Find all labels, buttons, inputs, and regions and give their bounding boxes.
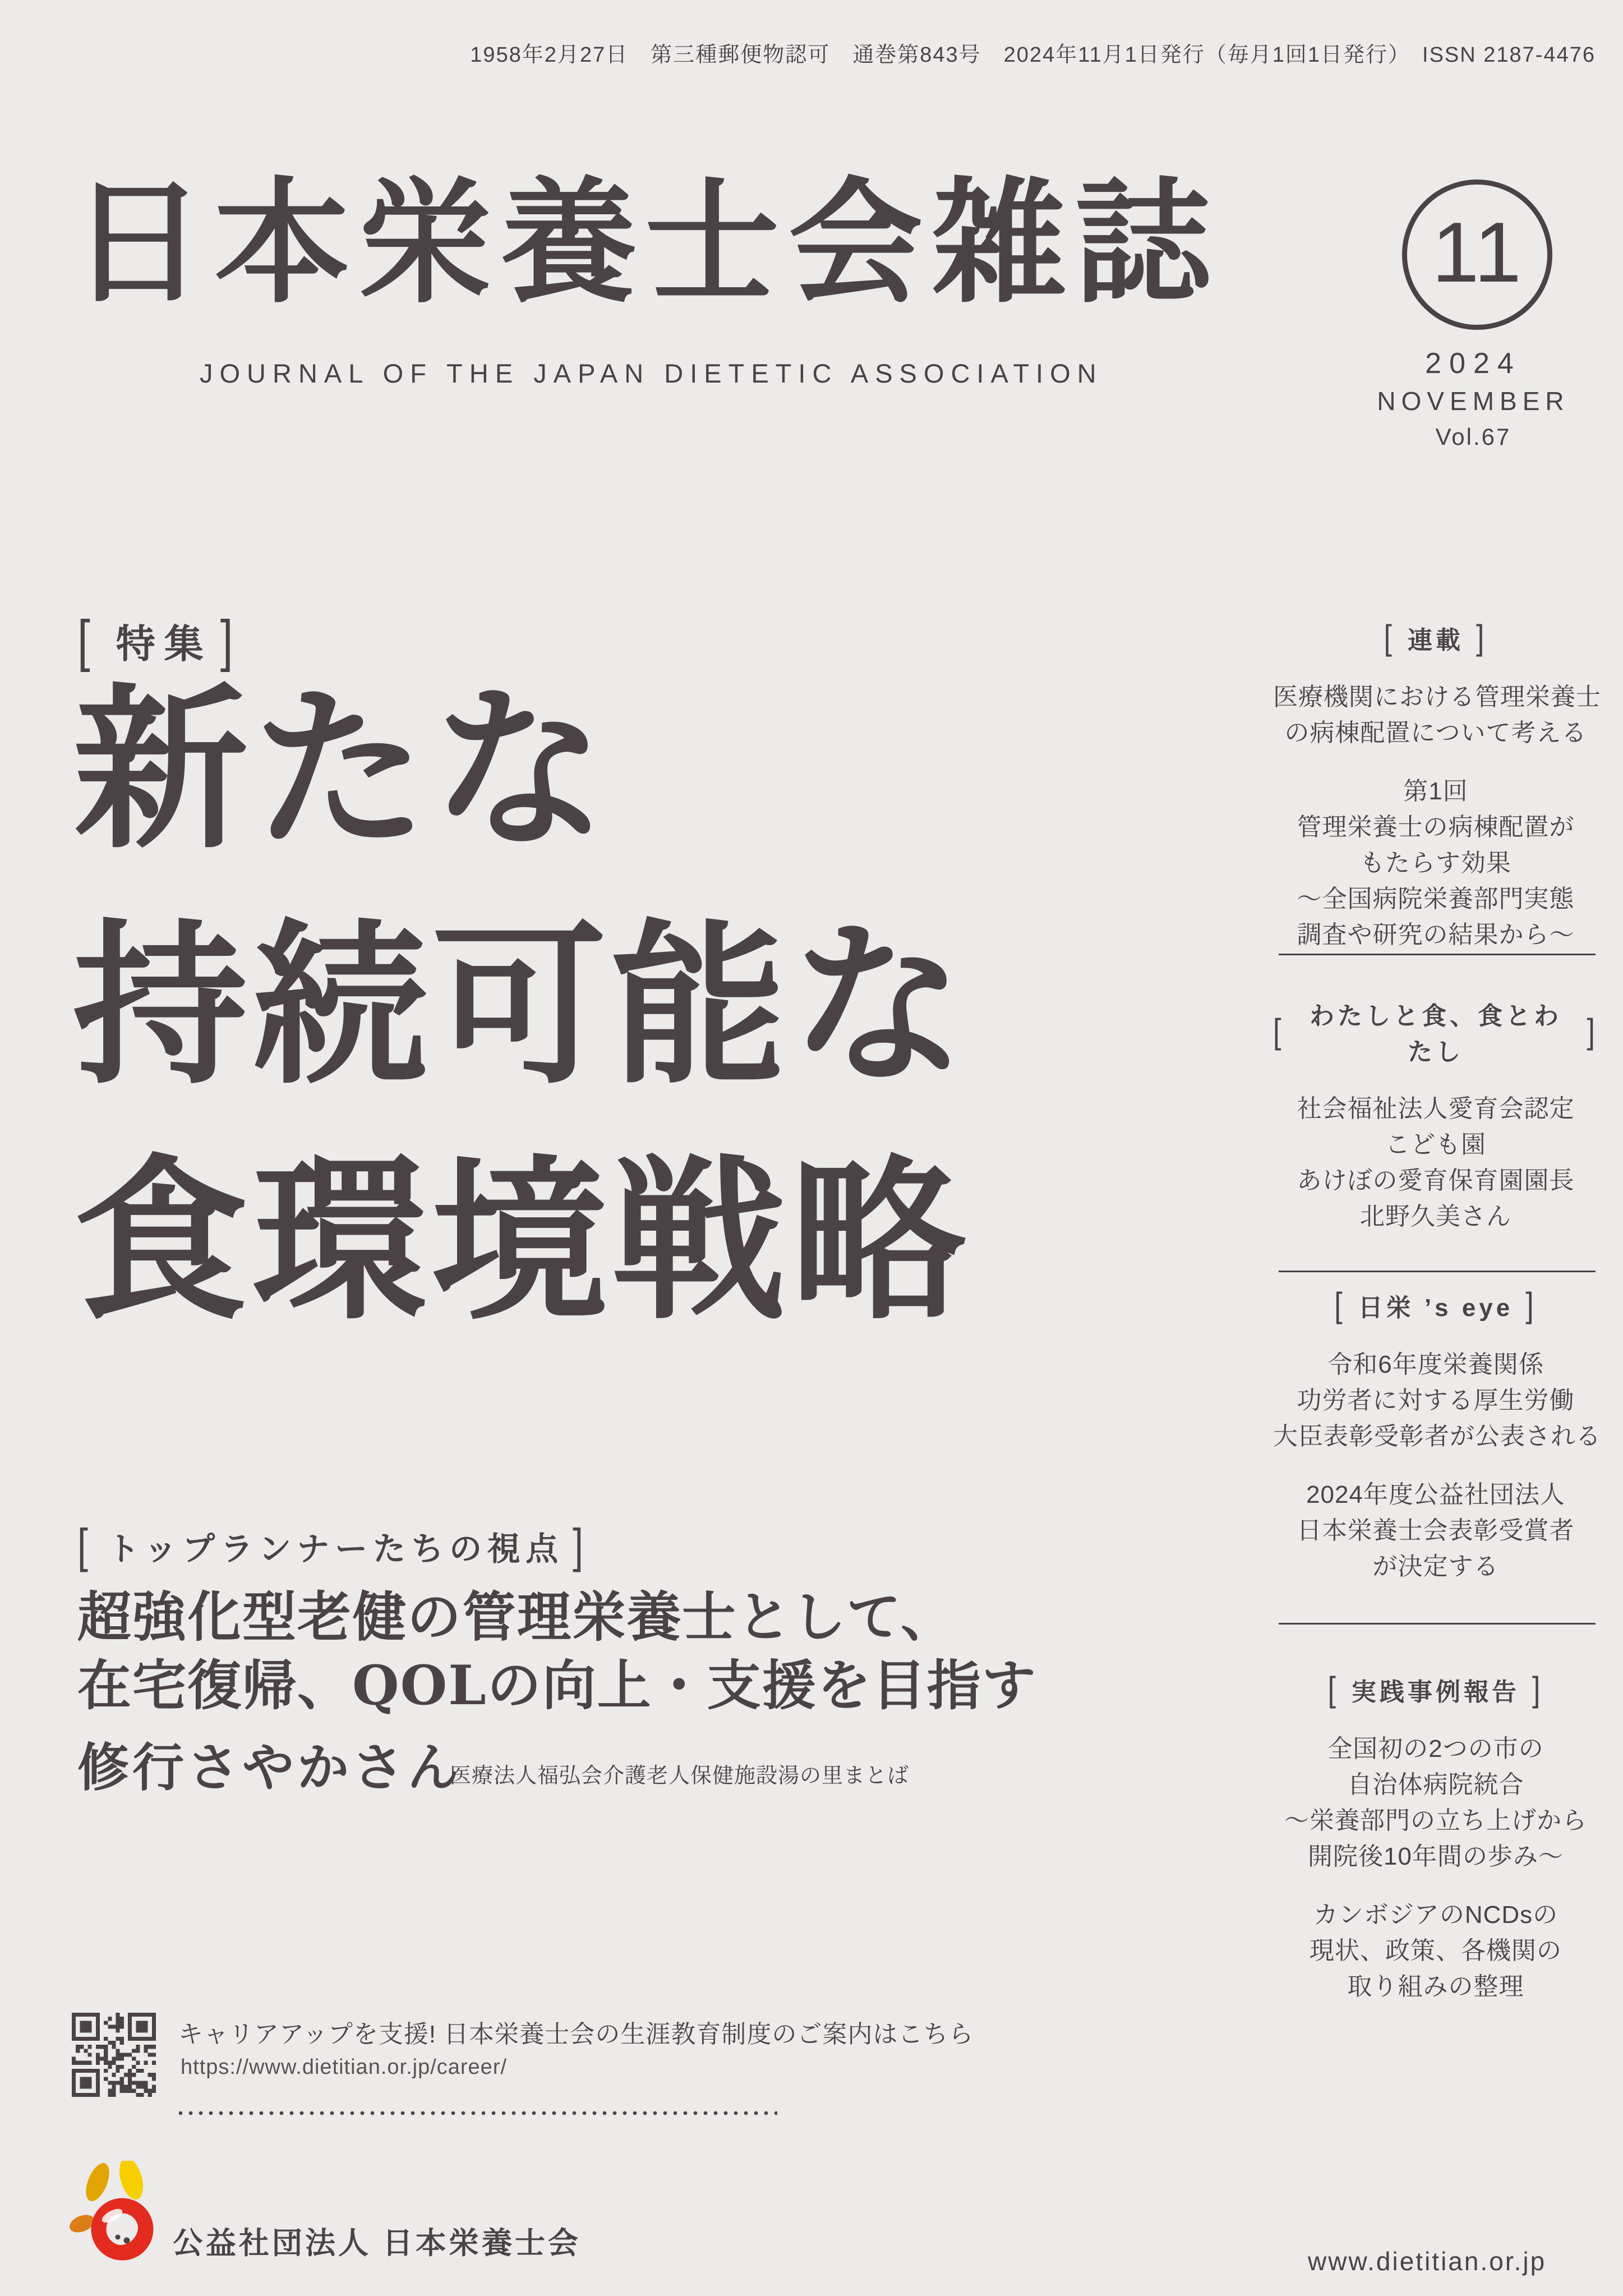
bracket-close: ] xyxy=(1525,1286,1537,1325)
bracket-open: [ xyxy=(1327,1670,1339,1709)
sidebar-section-label xyxy=(1273,1672,1598,1708)
sidebar-item-line: あけぼの愛育保育園園長 xyxy=(1297,1167,1575,1194)
bracket-close: ] xyxy=(1532,1670,1544,1709)
sidebar-section-label xyxy=(1273,620,1598,656)
bracket-close: ] xyxy=(1587,1012,1598,1051)
issue-number: 11 xyxy=(1432,205,1523,300)
bracket-open: [ xyxy=(1384,618,1395,657)
sidebar-section-label xyxy=(1273,996,1598,1068)
issue-date-block xyxy=(1338,349,1609,449)
bracket-close: ] xyxy=(220,609,242,673)
sidebar-item xyxy=(1273,1897,1598,2005)
sidebar-item-line: 2024年度公益社団法人 xyxy=(1306,1481,1565,1508)
bracket-open: [ xyxy=(1334,1286,1346,1325)
career-banner-text: キャリアアップを支援! 日本栄養士会の生涯教育制度のご案内はこちら xyxy=(178,2021,974,2048)
sidebar-item-line: 〜栄養部門の立ち上げから xyxy=(1284,1807,1587,1834)
sidebar-section xyxy=(1273,1672,1598,2027)
issue-number-circle xyxy=(1402,180,1552,330)
issue-year: 2024 xyxy=(1425,347,1521,380)
sidebar-section xyxy=(1273,618,1601,976)
sidebar-item-line: 管理栄養士の病棟配置が xyxy=(1297,813,1575,841)
bracket-open: [ xyxy=(1273,1012,1285,1051)
sidebar-section-label xyxy=(1273,1287,1598,1323)
logo-dot-left xyxy=(116,2235,121,2240)
sidebar-item xyxy=(1273,1731,1598,1875)
sidebar-item-line: 取り組みの整理 xyxy=(1347,1973,1524,2000)
sidebar-item-line: もたらす効果 xyxy=(1360,849,1511,877)
issue-volume: Vol.67 xyxy=(1435,424,1511,450)
sidebar-item-line: 全国初の2つの市の xyxy=(1327,1735,1544,1763)
sidebar-label-text: 実践事例報告 xyxy=(1352,1678,1520,1706)
headline-line: 食環境戦略 xyxy=(73,1138,970,1343)
sidebar-divider xyxy=(1279,954,1596,955)
toprunner-section-label xyxy=(77,1519,589,1573)
sidebar-item xyxy=(1273,1091,1598,1235)
sidebar-item-line: 現状、政策、各機関の xyxy=(1310,1937,1562,1964)
toprunner-label-text: トップランナーたちの視点 xyxy=(107,1531,564,1567)
sidebar-item xyxy=(1273,1477,1598,1585)
sidebar-item-line: 功労者に対する厚生労働 xyxy=(1297,1387,1575,1414)
bracket-open: [ xyxy=(77,609,99,673)
logo-dot-right xyxy=(124,2238,130,2244)
sidebar-item-line: こども園 xyxy=(1385,1131,1486,1158)
sidebar-divider xyxy=(1279,1623,1596,1625)
issue-info-line: 1958年2月27日 第三種郵便物認可 通巻第843号 2024年11月1日発行（毎月1回1日発行） ISSN 2187-4476 xyxy=(470,43,1596,67)
bracket-close: ] xyxy=(1476,618,1488,657)
sidebar-item-line: 調査や研究の結果から〜 xyxy=(1297,921,1575,949)
organization-name: 公益社団法人 日本栄養士会 xyxy=(173,2226,582,2260)
headline-line: 新たな xyxy=(73,666,611,872)
sidebar-item xyxy=(1273,679,1601,751)
toprunner-lede xyxy=(77,1583,1037,1720)
feature-headline xyxy=(73,652,970,1359)
toprunner-affiliation: 医療法人福弘会介護老人保健施設湯の里まとば xyxy=(450,1764,910,1788)
qr-code-icon xyxy=(72,2013,156,2097)
sidebar-item-line: の病棟配置について考える xyxy=(1284,719,1587,747)
headline-line: 持続可能な xyxy=(73,902,970,1108)
bracket-close: ] xyxy=(573,1519,589,1573)
sidebar-item-line: 医療機関における管理栄養士 xyxy=(1273,683,1601,711)
sidebar-label-text: わたしと食、食とわたし xyxy=(1310,1002,1562,1066)
sidebar-item-line: カンボジアのNCDsの xyxy=(1313,1901,1559,1929)
sidebar-item-line: 〜全国病院栄養部門実態 xyxy=(1297,885,1575,913)
lede-line: 在宅復帰、QOLの向上・支援を目指す xyxy=(77,1654,1037,1717)
lede-line: 超強化型老健の管理栄養士として、 xyxy=(77,1585,956,1649)
brand-logo xyxy=(68,2161,164,2270)
sidebar-item-line: 自治体病院統合 xyxy=(1347,1771,1524,1798)
website-link[interactable]: www.dietitian.or.jp xyxy=(1308,2247,1547,2276)
sidebar-item-line: 第1回 xyxy=(1403,777,1468,805)
sidebar-section xyxy=(1273,1286,1601,1607)
sidebar-item-line: 開院後10年間の歩み〜 xyxy=(1308,1843,1564,1870)
logo-amber-stroke xyxy=(81,2161,114,2205)
feature-label-text: 特集 xyxy=(116,622,213,666)
dotted-divider xyxy=(178,2110,777,2116)
magazine-subtitle: JOURNAL OF THE JAPAN DIETETIC ASSOCIATION xyxy=(200,358,1103,388)
toprunner-person-name: 修行さやかさん xyxy=(77,1737,463,1798)
sidebar-item-line: 社会福祉法人愛育会認定 xyxy=(1297,1095,1575,1122)
sidebar-item-line: 大臣表彰受彰者が公表される xyxy=(1273,1423,1601,1450)
magazine-title: 日本栄養士会雑誌 xyxy=(71,163,1219,321)
sidebar-label-text: 連載 xyxy=(1408,627,1464,654)
sidebar-item-line: 北野久美さん xyxy=(1360,1203,1511,1230)
logo-yellow-stroke xyxy=(115,2161,147,2202)
career-url-link[interactable]: https://www.dietitian.or.jp/career/ xyxy=(181,2055,508,2079)
sidebar-divider xyxy=(1279,1271,1596,1272)
sidebar-item xyxy=(1273,1347,1601,1455)
sidebar-label-text: 日栄 ’s eye xyxy=(1358,1294,1514,1322)
bracket-open: [ xyxy=(77,1519,94,1573)
sidebar-item-line: 日本栄養士会表彰受賞者 xyxy=(1297,1517,1575,1544)
sidebar-item xyxy=(1273,774,1598,953)
sidebar-item-line: が決定する xyxy=(1372,1553,1499,1580)
sidebar-section xyxy=(1273,996,1598,1257)
sidebar-item-line: 令和6年度栄養関係 xyxy=(1327,1351,1544,1378)
issue-month: NOVEMBER xyxy=(1377,386,1570,416)
